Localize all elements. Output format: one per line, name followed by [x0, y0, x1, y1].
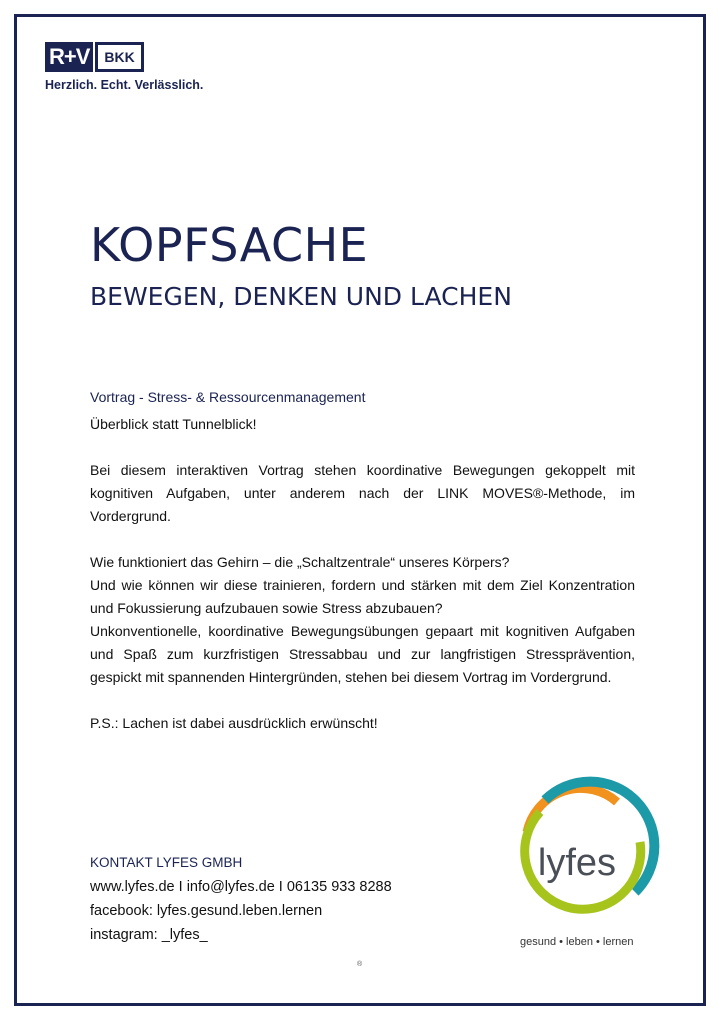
lyfes-orange-ring	[527, 788, 617, 832]
paragraph-2: Unkonventionelle, koordinative Bewegungsübungen gepaart mit kognitiven Aufgaben und Spaß zum kurzfristigen Stressabbau und zur langfristigen Stressprävention, gespickt mit spannenden Hintergründen, stehen bei diesem Vortrag im Vordergrund.	[90, 623, 635, 685]
content-heading: Vortrag - Stress- & Ressourcenmanagement	[90, 389, 366, 405]
contact-line-web: www.lyfes.de I info@lyfes.de I 06135 933 8288	[90, 879, 392, 895]
contact-line-instagram: instagram: _lyfes_	[90, 927, 208, 943]
page-subtitle: BEWEGEN, DENKEN UND LACHEN	[90, 282, 512, 311]
rv-logo-text: R+V	[45, 42, 93, 72]
lyfes-logo	[505, 772, 665, 932]
logo-tagline: Herzlich. Echt. Verlässlich.	[45, 78, 204, 92]
contact-block	[90, 851, 392, 947]
paragraph-1: Bei diesem interaktiven Vortrag stehen koordinative Bewegungen gekoppelt mit kognitiven Aufgaben, unter anderem nach der LINK MOVES®-Methode, im Vordergrund.	[90, 462, 635, 524]
contact-line-facebook: facebook: lyfes.gesund.leben.lernen	[90, 903, 323, 919]
registered-mark: ®	[357, 961, 363, 968]
question-1: Wie funktioniert das Gehirn – die „Schaltzentrale“ unseres Körpers?	[90, 554, 510, 570]
intro-text: Überblick statt Tunnelblick!	[90, 416, 257, 432]
page-title: KOPFSACHE	[90, 218, 369, 272]
question-2: Und wie können wir diese trainieren, fordern und stärken mit dem Ziel Konzentration und Fokussierung aufzubauen sowie Stress abzubauen?	[90, 577, 635, 616]
rv-bkk-logo-mark	[45, 42, 203, 72]
bkk-logo-text: BKK	[95, 42, 143, 72]
contact-title: KONTAKT LYFES GMBH	[90, 855, 243, 870]
rv-bkk-logo	[45, 42, 203, 92]
lyfes-slogan: gesund • leben • lernen	[520, 936, 634, 948]
main-content	[90, 386, 635, 735]
lyfes-wordmark: lyfes	[537, 842, 617, 884]
postscript: P.S.: Lachen ist dabei ausdrücklich erwünscht!	[90, 715, 378, 731]
